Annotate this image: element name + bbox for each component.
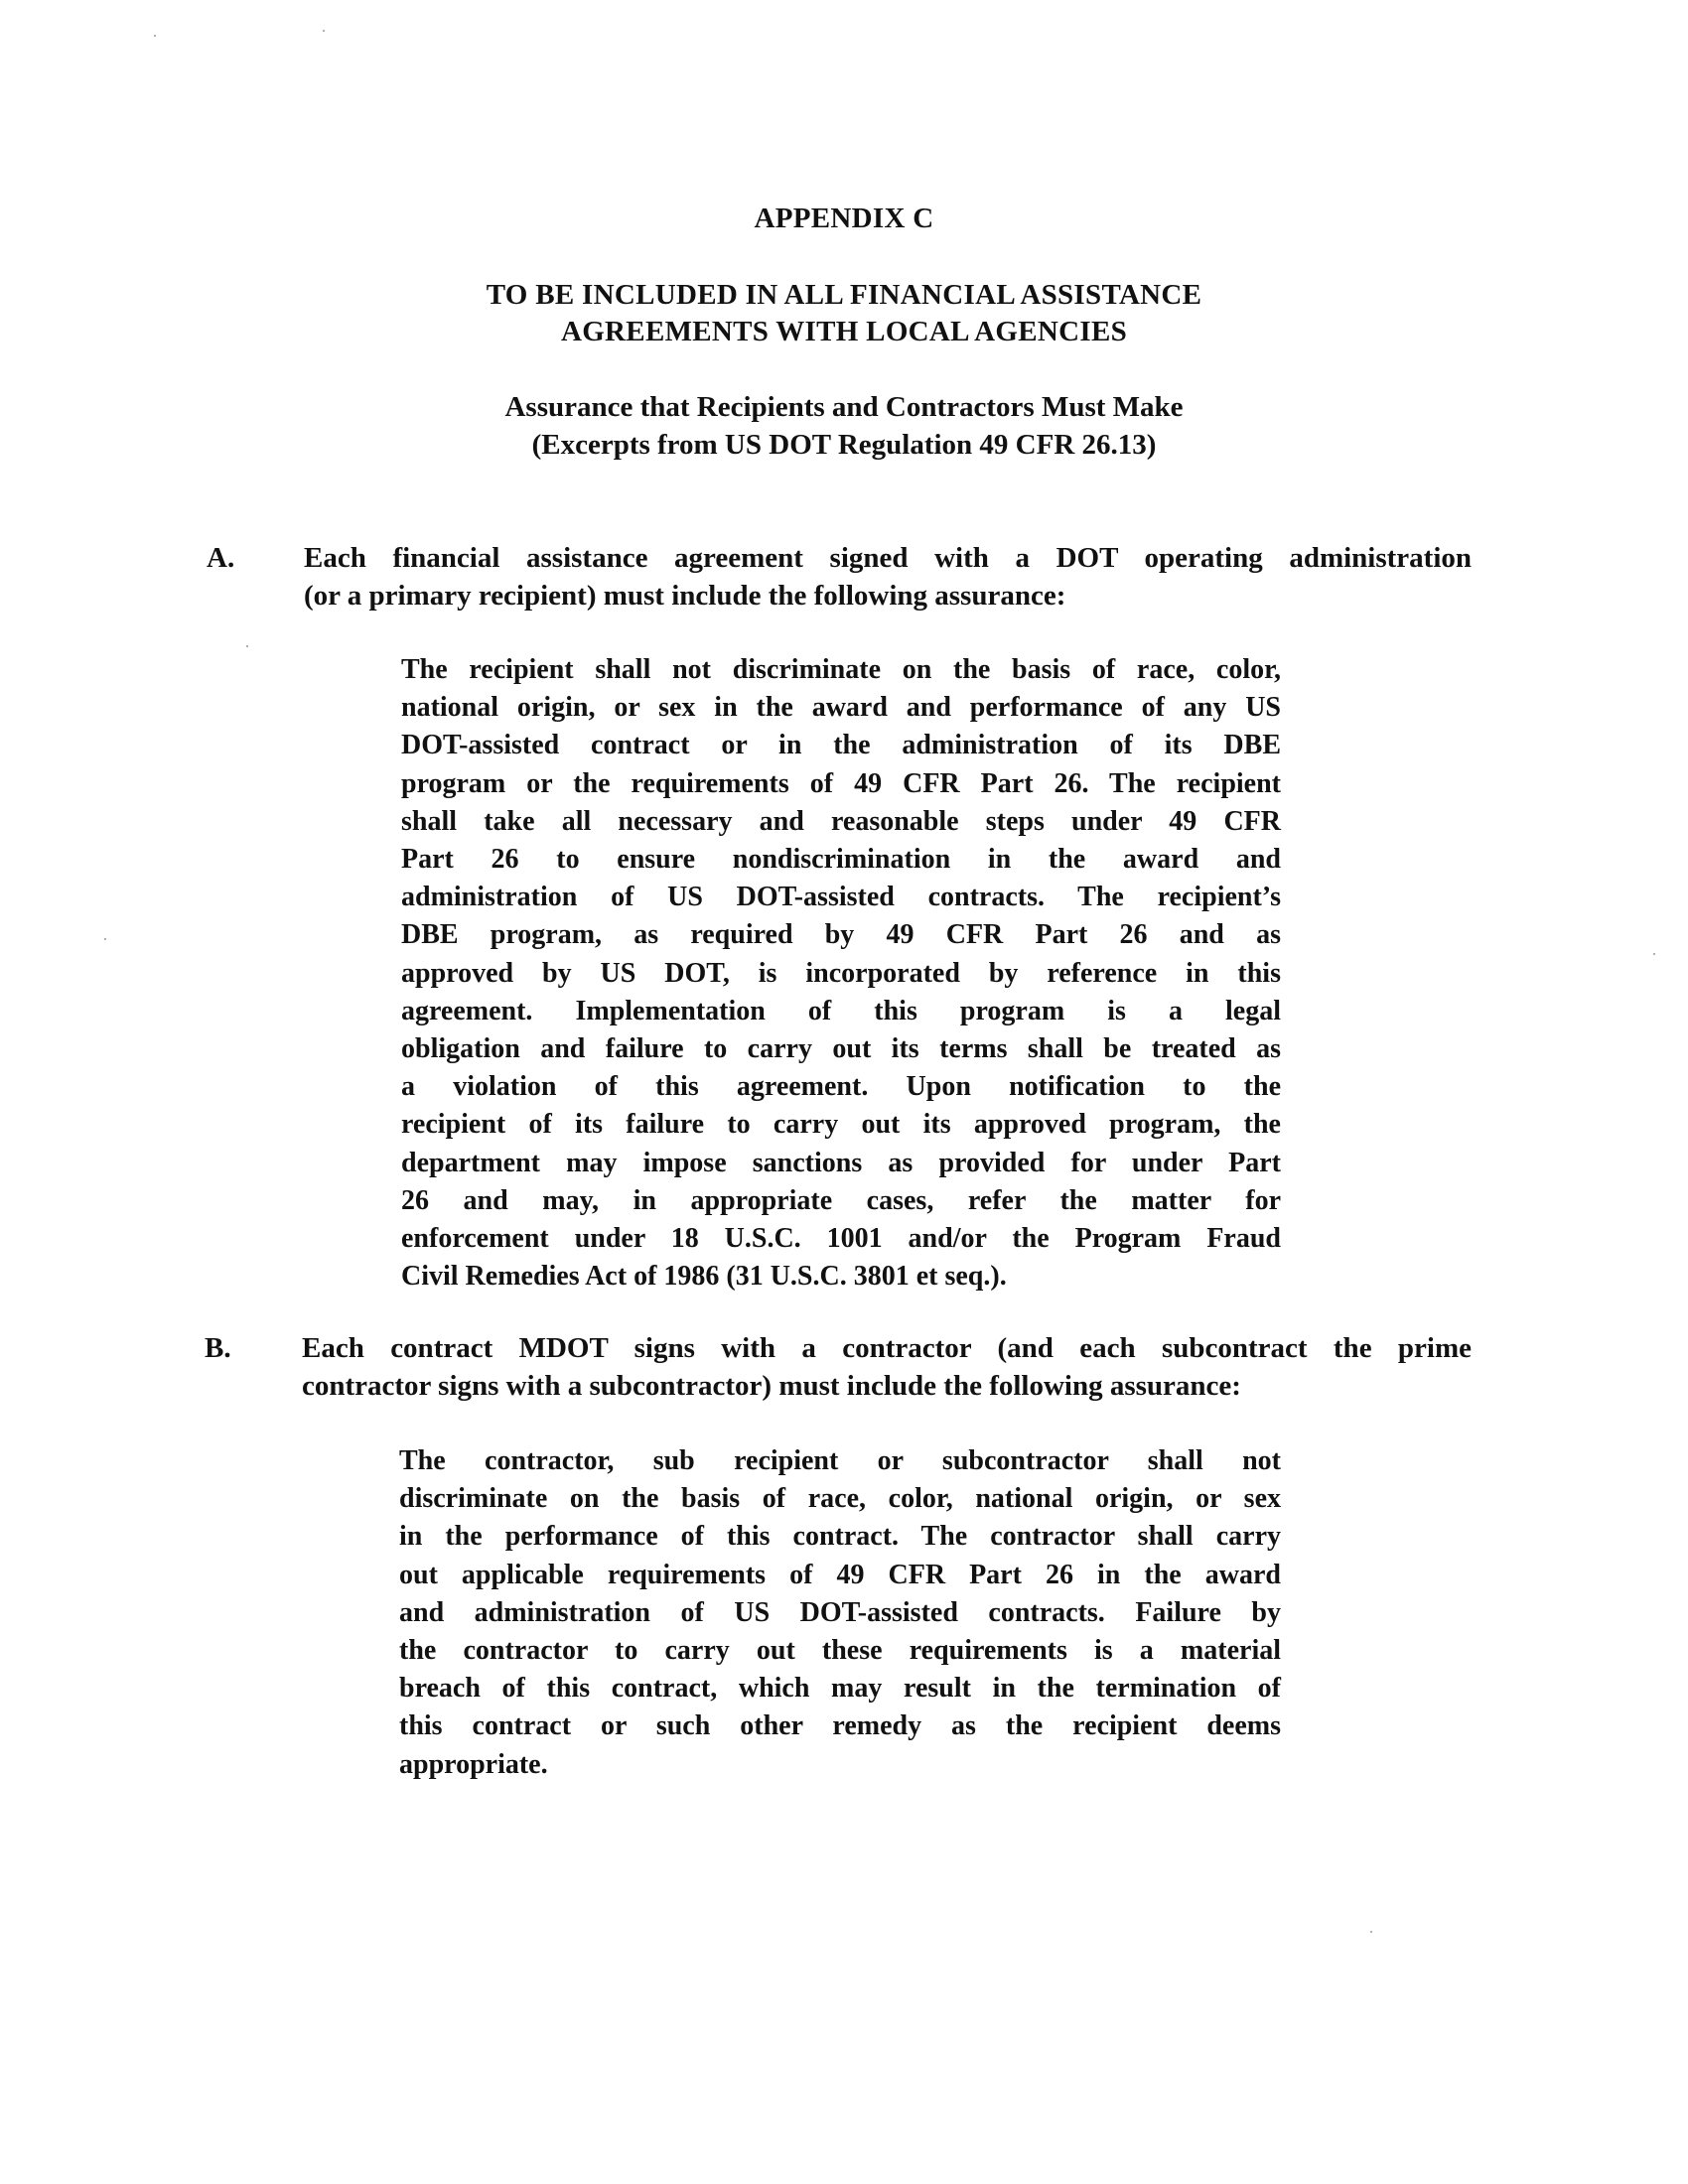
assurance-line: Part 26 to ensure nondiscrimination in the award and	[401, 844, 1281, 876]
assurance-line: 26 and may, in appropriate cases, refer the matter for	[401, 1184, 1281, 1216]
assurance-line: out applicable requirements of 49 CFR Part 26 in the award	[399, 1559, 1281, 1590]
appendix-title: APPENDIX C	[754, 203, 934, 234]
scan-speck	[1370, 1931, 1372, 1933]
assurance-line: recipient of its failure to carry out its approved program, the	[401, 1109, 1281, 1141]
assurance-line: program or the requirements of 49 CFR Part 26. The recipient	[401, 767, 1281, 799]
scan-speck	[246, 645, 248, 647]
scan-speck	[104, 938, 106, 940]
assurance-line: discriminate on the basis of race, color, national origin, or sex	[399, 1483, 1281, 1515]
assurance-line: obligation and failure to carry out its terms shall be treated as	[401, 1033, 1281, 1065]
section-a-label: A.	[207, 542, 235, 574]
title-line-1: TO BE INCLUDED IN ALL FINANCIAL ASSISTANCE	[486, 279, 1202, 311]
section-b-assurance	[399, 1442, 1281, 1784]
section-b-intro-line: Each contract MDOT signs with a contractor (and each subcontract the prime	[302, 1332, 1472, 1364]
subtitle-line-2: (Excerpts from US DOT Regulation 49 CFR 26.13)	[531, 429, 1157, 461]
section-a-assurance	[401, 651, 1281, 1296]
section-a-intro-line: Each financial assistance agreement signed with a DOT operating administration	[304, 542, 1472, 574]
scan-speck	[1653, 953, 1655, 955]
section-b-intro	[302, 1329, 1472, 1405]
assurance-line: department may impose sanctions as provided for under Part	[401, 1147, 1281, 1178]
section-b-label: B.	[205, 1332, 231, 1364]
assurance-line: national origin, or sex in the award and performance of any US	[401, 692, 1281, 724]
title-line-2: AGREEMENTS WITH LOCAL AGENCIES	[560, 316, 1128, 347]
assurance-line: appropriate.	[399, 1748, 548, 1780]
assurance-line: The contractor, sub recipient or subcontractor shall not	[399, 1445, 1281, 1476]
assurance-line: this contract or such other remedy as the recipient deems	[399, 1710, 1281, 1742]
subtitle-line-1: Assurance that Recipients and Contractors Must Make	[504, 391, 1184, 423]
assurance-line: in the performance of this contract. The contractor shall carry	[399, 1521, 1281, 1553]
assurance-line: a violation of this agreement. Upon notification to the	[401, 1071, 1281, 1103]
assurance-line: and administration of US DOT-assisted contracts. Failure by	[399, 1596, 1281, 1628]
assurance-line: DOT-assisted contract or in the administration of its DBE	[401, 730, 1281, 761]
assurance-line: the contractor to carry out these requirements is a material	[399, 1635, 1281, 1667]
assurance-line: The recipient shall not discriminate on the basis of race, color,	[401, 654, 1281, 685]
section-a-intro	[304, 539, 1472, 614]
section-a-intro-line: (or a primary recipient) must include the following assurance:	[304, 580, 1066, 612]
assurance-line: administration of US DOT-assisted contracts. The recipient’s	[401, 882, 1281, 913]
assurance-line: shall take all necessary and reasonable steps under 49 CFR	[401, 805, 1281, 837]
assurance-line: DBE program, as required by 49 CFR Part 26 and as	[401, 919, 1281, 951]
assurance-line: agreement. Implementation of this program is a legal	[401, 995, 1281, 1026]
assurance-line: enforcement under 18 U.S.C. 1001 and/or the Program Fraud	[401, 1223, 1281, 1255]
scan-speck	[323, 30, 325, 32]
assurance-line: breach of this contract, which may result in the termination of	[399, 1673, 1281, 1705]
assurance-line: Civil Remedies Act of 1986 (31 U.S.C. 3801 et seq.).	[401, 1261, 1007, 1293]
assurance-line: approved by US DOT, is incorporated by reference in this	[401, 957, 1281, 989]
section-b-intro-line: contractor signs with a subcontractor) must include the following assurance:	[302, 1370, 1241, 1402]
scan-speck	[154, 35, 156, 37]
